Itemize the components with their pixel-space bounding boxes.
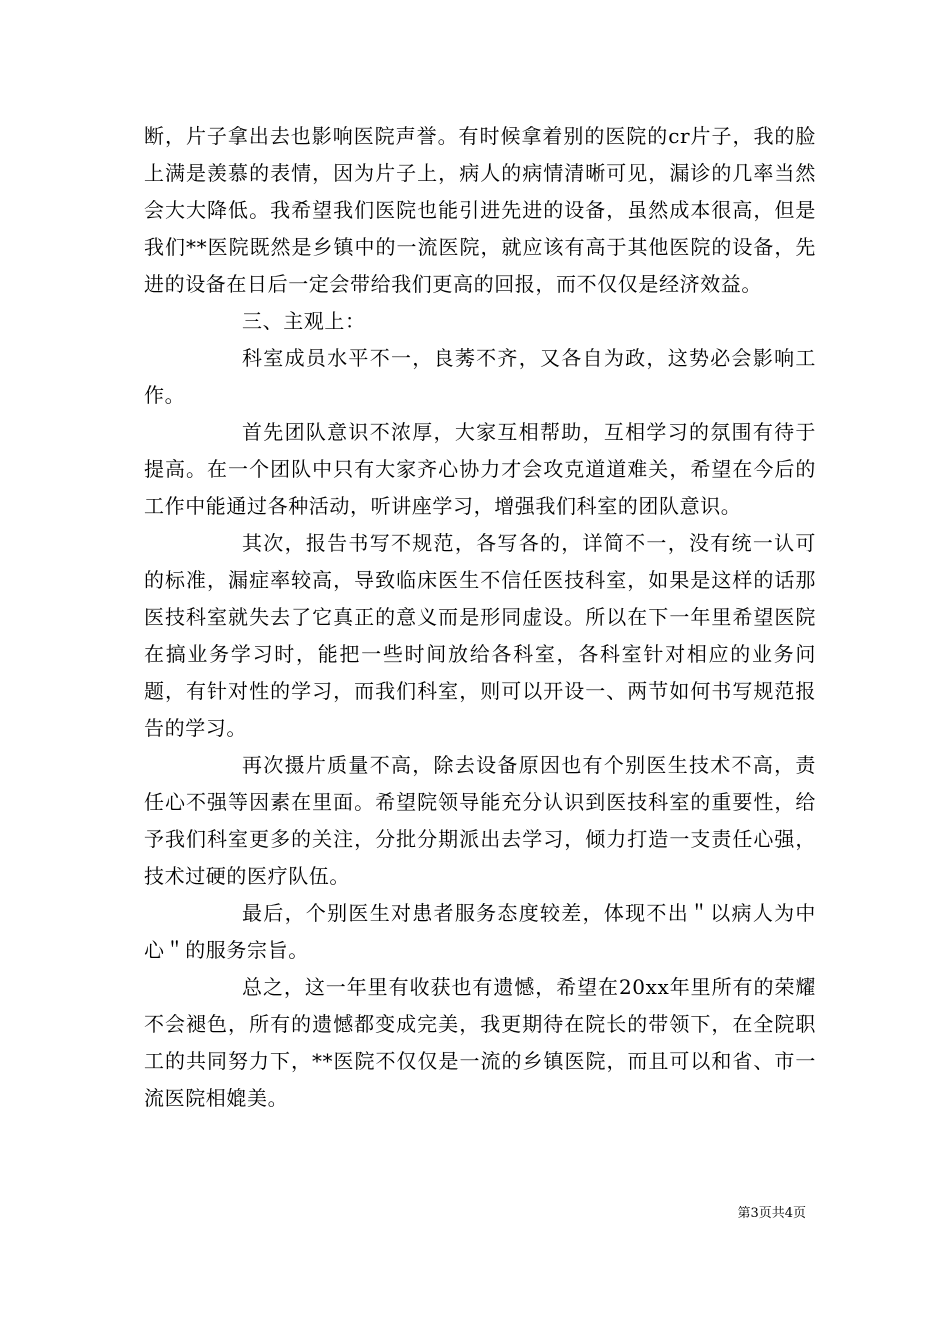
paragraph-continued: 断，片子拿出去也影响医院声誉。有时候拿着别的医院的cr片子，我的脸上满是羡慕的表情，因为片子上，病人的病情清晰可见，漏诊的几率当然会大大降低。我希望我们医院也能引进先进的设备，虽然成本很高，但是我们**医院既然是乡镇中的一流医院，就应该有高于其他医院的设备，先进的设备在日后一定会带给我们更高的回报，而不仅仅是经济效益。	[144, 124, 816, 296]
section-heading: 三、主观上：	[242, 309, 366, 333]
paragraph: 科室成员水平不一，良莠不齐，又各自为政，这势必会影响工作。	[144, 346, 816, 407]
body-text	[144, 118, 816, 1117]
page-number: 第3页共4页	[737, 1206, 806, 1221]
paragraph: 其次，报告书写不规范，各写各的，详简不一，没有统一认可的标准，漏症率较高，导致临床医生不信任医技科室，如果是这样的话那医技科室就失去了它真正的意义而是形同虚设。所以在下一年里希望医院在搞业务学习时，能把一些时间放给各科室，各科室针对相应的业务问题，有针对性的学习，而我们科室，则可以开设一、两节如何书写规范报告的学习。	[144, 531, 816, 740]
paragraph: 首先团队意识不浓厚，大家互相帮助，互相学习的氛围有待于提高。在一个团队中只有大家齐心协力才会攻克道道难关，希望在今后的工作中能通过各种活动，听讲座学习，增强我们科室的团队意识。	[144, 420, 816, 518]
paragraph: 再次摄片质量不高，除去设备原因也有个别医生技术不高，责任心不强等因素在里面。希望院领导能充分认识到医技科室的重要性，给予我们科室更多的关注，分批分期派出去学习，倾力打造一支责任心强，技术过硬的医疗队伍。	[144, 753, 816, 888]
paragraph: 最后，个别医生对患者服务态度较差，体现不出＂以病人为中心＂的服务宗旨。	[144, 901, 816, 962]
paragraph: 总之，这一年里有收获也有遗憾，希望在20xx年里所有的荣耀不会褪色，所有的遗憾都变成完美，我更期待在院长的带领下，在全院职工的共同努力下，**医院不仅仅是一流的乡镇医院，而且可以和省、市一流医院相媲美。	[144, 975, 816, 1110]
